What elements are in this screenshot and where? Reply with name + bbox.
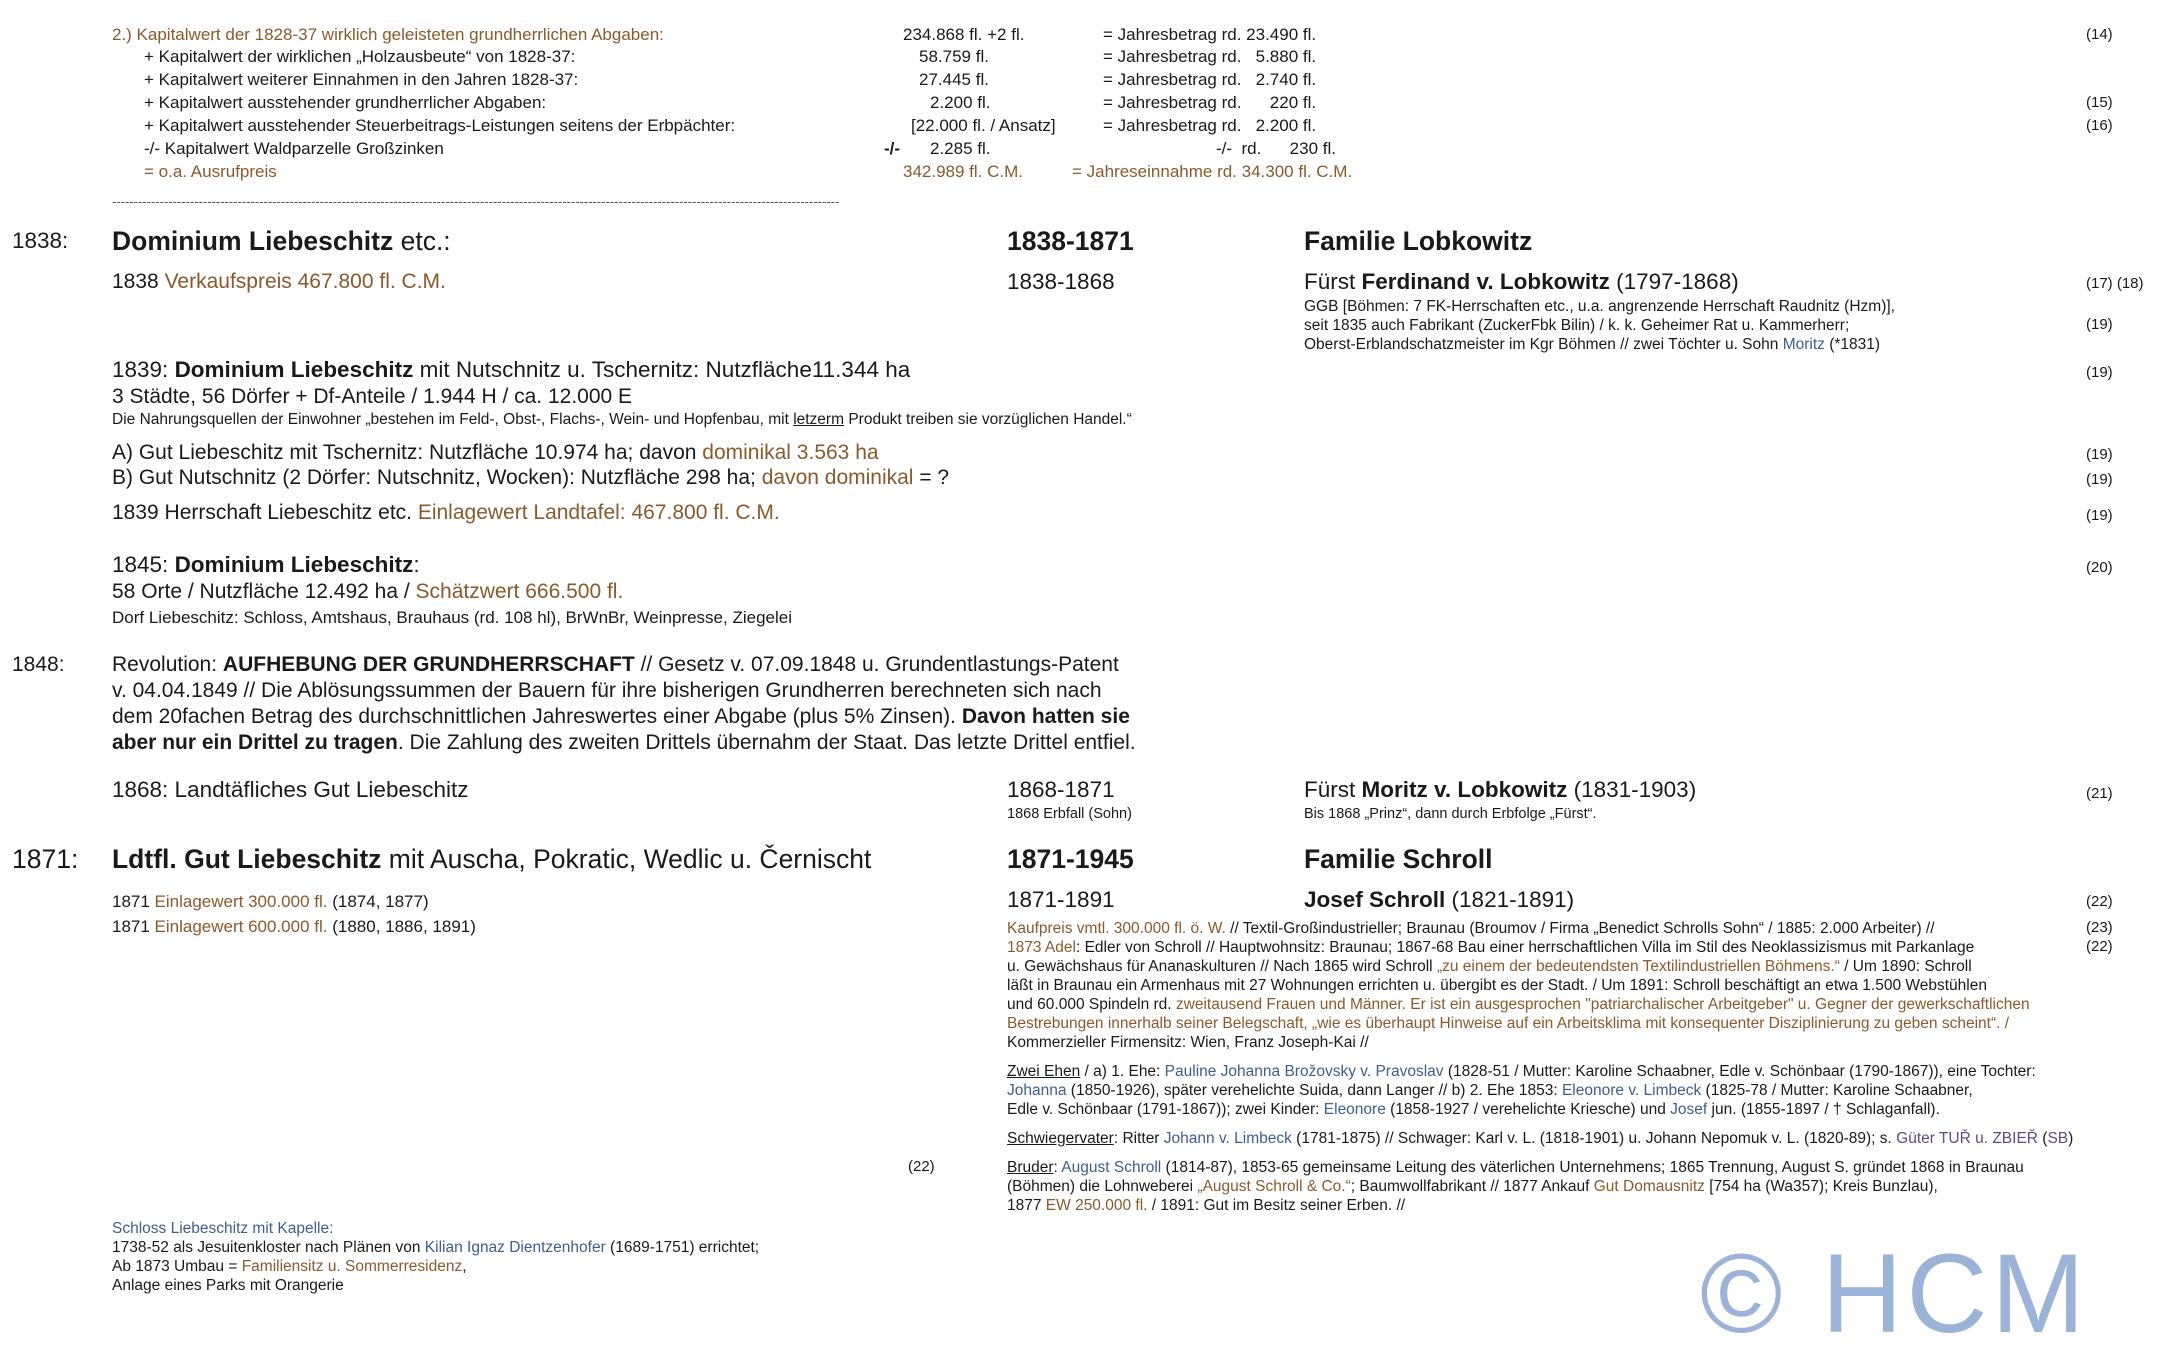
schroll-p1-l3-pre: u. Gewächshaus für Ananaskulturen // Nach 1865 wird Schroll	[1007, 958, 1437, 975]
calc-row-1-label-text: 2.) Kapitalwert der 1828-37 wirklich geleisteten grundherrlichen Abgaben:	[112, 25, 664, 44]
calc-row-1-label	[112, 24, 664, 45]
calc-row-6-value: 2.285 fl.	[930, 139, 991, 158]
schroll-p1-l3-br: „zu einem der bedeutendsten Textilindustriellen Böhmens.“	[1436, 958, 1840, 975]
schroll-p1-l2-br: 1873 Adel	[1007, 939, 1076, 956]
s1848-l3-bold: Davon hatten sie	[961, 705, 1130, 728]
period-1871-1945: 1871-1945	[1007, 844, 1134, 874]
s1839-a-ref: (19)	[2086, 446, 2113, 463]
calc-row-6-prefix: -/-	[884, 139, 901, 158]
s1848-line-3	[112, 704, 1130, 730]
calc-row-5-ref: (16)	[2086, 117, 2113, 134]
calc-row-2-label: + Kapitalwert der wirklichen „Holzausbeute“ von 1828-37:	[144, 47, 576, 66]
calc-row-6-rhs: -/- rd. 230 fl.	[1216, 139, 1336, 158]
schroll-p2-l1-bl: Pauline Johanna Brožovsky v. Pravoslav	[1164, 1063, 1444, 1080]
ferdinand-note-2-ref: (19)	[2086, 316, 2113, 333]
schroll-p1-l1-ref: (23)	[2086, 919, 2113, 936]
schroll-p2-l1-post: (1828-51 / Mutter: Karoline Schaabner, Edle v. Schönbaar (1790-1867)), eine Tochter:	[1443, 1063, 2036, 1080]
person-ferdinand	[1304, 268, 1739, 296]
schroll-p4-l2	[1007, 1177, 1938, 1196]
s1845-line-2	[112, 579, 623, 605]
s1839-line-1	[112, 356, 910, 384]
schroll-p3-paren-open: (	[2037, 1130, 2048, 1147]
person-josef-name: Josef Schroll	[1304, 887, 1446, 912]
s1839-l1-pre: 1839:	[112, 357, 175, 382]
schroll-p1-l1	[1007, 919, 1935, 938]
s1845-l1-rest: :	[413, 552, 420, 577]
calc-row-6-label: -/- Kapitalwert Waldparzelle Großzinken	[144, 139, 444, 158]
person-ferdinand-pre: Fürst	[1304, 269, 1362, 294]
dashed-divider: ------------------------------------------------------------------------------------------------------------------------------------------------------------------------	[112, 194, 840, 209]
schroll-p1-l2-ref: (22)	[2086, 938, 2113, 955]
calc-row-1-ref: (14)	[2086, 26, 2113, 43]
s1839-l1-bold: Dominium Liebeschitz	[174, 357, 414, 382]
person-moritz-name: Moritz v. Lobkowitz	[1361, 777, 1568, 802]
section-1838-title	[112, 225, 451, 257]
schroll-p4-l2-pre: (Böhmen) die Lohnweberei	[1007, 1178, 1198, 1195]
person-ferdinand-name: Ferdinand v. Lobkowitz	[1361, 269, 1610, 294]
calc-row-2-rhs: = Jahresbetrag rd. 5.880 fl.	[1103, 47, 1317, 66]
period-1838-1868: 1838-1868	[1007, 269, 1115, 294]
s1845-line-1	[112, 551, 420, 579]
schroll-p3-pre: : Ritter	[1113, 1130, 1164, 1147]
s1848-l4-bold: aber nur ein Drittel zu tragen	[112, 731, 398, 754]
person-josef-ref: (22)	[2086, 893, 2113, 910]
ew-1871-a	[112, 891, 429, 912]
schroll-p2-l2-mid: (1850-1926), später verehelichte Suida, dann Langer // b) 2. Ehe 1853:	[1066, 1082, 1562, 1099]
schroll-p1-l4: läßt in Braunau ein Armenhaus mit 27 Wohnungen errichten u. übergibt es der Stadt. / Um 1891: Schroll beschäftigt an etwa 1.500 Webstühlen	[1007, 977, 1987, 994]
calc-row-2-value: 58.759 fl.	[919, 47, 989, 66]
castle-l1	[112, 1238, 759, 1257]
ferdinand-note-1: GGB [Böhmen: 7 FK-Herrschaften etc., u.a. angrenzende Herrschaft Raudnitz (Hzm)],	[1304, 298, 1895, 315]
calc-row-1-value: 234.868 fl. +2 fl.	[903, 25, 1025, 44]
s1839-b-pre: B) Gut Nutschnitz (2 Dörfer: Nutschnitz, Wocken): Nutzfläche 298 ha;	[112, 466, 762, 489]
calc-row-1-rhs: = Jahresbetrag rd. 23.490 fl.	[1103, 25, 1317, 44]
schroll-p2-l1	[1007, 1062, 2036, 1081]
s1848-l1-bold: AUFHEBUNG DER GRUNDHERRSCHAFT	[222, 653, 635, 676]
s1839-l3-u: letzerm	[793, 411, 845, 428]
ew-1871-b	[112, 916, 476, 937]
castle-l2-br: Familiensitz u. Sommerresidenz	[241, 1258, 463, 1275]
schroll-p4-l2-mid: ; Baumwollfabrikant // 1877 Ankauf	[1350, 1178, 1594, 1195]
section-1871-title-rest: mit Auscha, Pokratic, Wedlic u. Černischt	[381, 844, 872, 874]
period-1871-1891: 1871-1891	[1007, 887, 1115, 912]
ew-1871-a-post: (1874, 1877)	[327, 892, 429, 911]
ferdinand-note-2: seit 1835 auch Fabrikant (ZuckerFbk Bilin) / k. k. Geheimer Rat u. Kammerherr;	[1304, 317, 1850, 334]
ferdinand-note-3	[1304, 335, 1880, 354]
schroll-p1-l1-rest: // Textil-Großindustrieller; Braunau (Broumov / Firma „Benedict Schrolls Sohn“ / 1885: 2.000 Arbeiter) //	[1225, 920, 1935, 937]
person-moritz	[1304, 776, 1696, 804]
schroll-p2-l3-bl2: Josef	[1670, 1101, 1708, 1118]
s1848-line-1	[112, 652, 1119, 678]
person-moritz-pre: Fürst	[1304, 777, 1362, 802]
section-1838-title-bold: Dominium Liebeschitz	[112, 226, 394, 256]
schroll-p4-l3-pre: 1877	[1007, 1197, 1046, 1214]
schroll-p1-l2	[1007, 938, 1974, 957]
schroll-p3-mid: (1781-1875) // Schwager: Karl v. L. (1818-1901) u. Johann Nepomuk v. L. (1820-89); s.	[1291, 1130, 1897, 1147]
s1839-c-br: Einlagewert Landtafel: 467.800 fl. C.M.	[417, 501, 780, 524]
ew-1871-b-pre: 1871	[112, 917, 155, 936]
ferdinand-note-3-moritz: Moritz	[1782, 336, 1825, 353]
schroll-p2-l2	[1007, 1081, 1973, 1100]
schroll-p4-bl: August Schroll	[1061, 1159, 1162, 1176]
calc-row-4-ref: (15)	[2086, 94, 2113, 111]
s1839-c-ref: (19)	[2086, 507, 2113, 524]
schroll-p2-l2-bl2: Eleonore v. Limbeck	[1561, 1082, 1702, 1099]
s1848-line-2: v. 04.04.1849 // Die Ablösungssummen der Bauern für ihre bisherigen Grundherren berechneten sich nach	[112, 679, 1102, 702]
left-ref-22: (22)	[908, 1158, 935, 1175]
calc-row-4-label: + Kapitalwert ausstehender grundherrlicher Abgaben:	[144, 93, 547, 112]
calc-row-4-rhs: = Jahresbetrag rd. 220 fl.	[1103, 93, 1317, 112]
ferdinand-note-3-after: (*1831)	[1824, 336, 1881, 353]
schroll-p4-l1-post: (1814-87), 1853-65 gemeinsame Leitung des väterlichen Unternehmens; 1865 Trennung, August S. gründet 1868 in Braunau	[1161, 1159, 2024, 1176]
person-josef-years: (1821-1891)	[1445, 887, 1575, 912]
family-schroll: Familie Schroll	[1304, 844, 1493, 874]
ferdinand-note-3-text: Oberst-Erblandschatzmeister im Kgr Böhmen // zwei Töchter u. Sohn	[1304, 336, 1783, 353]
calc-row-5-label: + Kapitalwert ausstehender Steuerbeitrags-Leistungen seitens der Erbpächter:	[144, 116, 736, 135]
s1839-b-br: davon dominikal	[761, 466, 914, 489]
s1839-line-a	[112, 440, 879, 466]
person-josef-schroll	[1304, 886, 1574, 914]
schroll-p4-l2-br: „August Schroll & Co.“	[1197, 1178, 1351, 1195]
schroll-p1-l5-br: zweitausend Frauen und Männer. Er ist ein ausgesprochen "patriarchalischer Arbeitgeber" u. Gegner der gewerkschaftlichen	[1175, 996, 2030, 1013]
period-1868-1871: 1868-1871	[1007, 777, 1115, 802]
person-ferdinand-years: (1797-1868)	[1609, 269, 1739, 294]
schroll-p1-l2-rest: : Edler von Schroll // Hauptwohnsitz: Braunau; 1867-68 Bau einer herrschaftlichen Villa im Stil des Neoklassizismus mit Parkanlage	[1075, 939, 1975, 956]
year-1848: 1848:	[12, 653, 65, 676]
s1848-l1-rest: // Gesetz v. 07.09.1848 u. Grundentlastungs-Patent	[634, 653, 1119, 676]
s1839-l1-ref: (19)	[2086, 364, 2113, 381]
schroll-p1-l5-pre: und 60.000 Spindeln rd.	[1007, 996, 1176, 1013]
s1839-b-ref: (19)	[2086, 471, 2113, 488]
ref-17-18: (17) (18)	[2086, 275, 2144, 292]
schroll-p2-l3-bl: Eleonore	[1323, 1101, 1386, 1118]
year-1871: 1871:	[12, 844, 79, 874]
s1845-ref: (20)	[2086, 559, 2113, 576]
s1839-l3-pre: Die Nahrungsquellen der Einwohner „bestehen im Feld-, Obst-, Flachs-, Wein- und Hopfenbau, mit	[112, 411, 794, 428]
schroll-p4-u: Bruder	[1007, 1159, 1054, 1176]
section-1871-title	[112, 843, 871, 875]
castle-l3: Anlage eines Parks mit Orangerie	[112, 1277, 344, 1294]
schroll-p1-l3-post: / Um 1890: Schroll	[1839, 958, 1972, 975]
s1839-b-post: = ?	[913, 466, 950, 489]
castle-l1-bl: Kilian Ignaz Dientzenhofer	[424, 1239, 606, 1256]
schroll-p3-pu: Güter TUŘ u. ZBIEŘ	[1896, 1130, 2038, 1147]
sale-price-1838	[112, 269, 446, 295]
s1848-l1-pre: Revolution:	[112, 653, 223, 676]
ew-1871-a-br: Einlagewert 300.000 fl.	[154, 892, 328, 911]
calc-row-5-rhs: = Jahresbetrag rd. 2.200 fl.	[1103, 116, 1317, 135]
year-1838: 1838:	[12, 228, 69, 253]
s1845-line-3: Dorf Liebeschitz: Schloss, Amtshaus, Brauhaus (rd. 108 hl), BrWnBr, Weinpresse, Ziegelei	[112, 608, 792, 627]
schroll-p2-l1-pre: / a) 1. Ehe:	[1080, 1063, 1165, 1080]
schroll-p2-l3-mid: (1858-1927 / verehelichte Kriesche) und	[1385, 1101, 1671, 1118]
schroll-p3-u: Schwiegervater	[1007, 1130, 1114, 1147]
calc-row-7-value: 342.989 fl. C.M.	[903, 162, 1024, 181]
s1848-line-4	[112, 730, 1136, 756]
schroll-p3	[1007, 1129, 2073, 1148]
schroll-p1-l5	[1007, 995, 2030, 1014]
s1868-left: 1868: Landtäfliches Gut Liebeschitz	[112, 777, 469, 802]
schroll-p4-l3-post: / 1891: Gut im Besitz seiner Erben. //	[1147, 1197, 1406, 1214]
schroll-p4-l1	[1007, 1158, 2024, 1177]
s1839-line-2: 3 Städte, 56 Dörfer + Df-Anteile / 1.944 H / ca. 12.000 E	[112, 385, 633, 408]
schroll-p1-l6: Bestrebungen innerhalb seiner Belegschaft, „wie es überhaupt Hinweise auf ein Arbeitsklima mit konsequenter Disziplinierung zu geben scheint“. /	[1007, 1015, 2010, 1032]
castle-l1-pre: 1738-52 als Jesuitenkloster nach Plänen von	[112, 1239, 425, 1256]
period-1868-note: 1868 Erbfall (Sohn)	[1007, 806, 1132, 822]
period-1838-1871: 1838-1871	[1007, 226, 1134, 256]
sale-price-value: Verkaufspreis 467.800 fl. C.M.	[164, 270, 446, 293]
schroll-p4-l2-br2: Gut Domausnitz	[1593, 1178, 1705, 1195]
s1839-line-c	[112, 500, 780, 526]
schroll-p4-pre: :	[1053, 1159, 1062, 1176]
calc-row-5-value: [22.000 fl. / Ansatz]	[911, 116, 1056, 135]
s1839-l3-post: Produkt treiben sie vorzüglichen Handel.“	[844, 411, 1132, 428]
ew-1871-b-br: Einlagewert 600.000 fl.	[154, 917, 328, 936]
s1848-l3-pre: dem 20fachen Betrag des durchschnittlichen Jahreswertes einer Abgabe (plus 5% Zinsen).	[112, 705, 962, 728]
schroll-p2-l2-post: (1825-78 / Mutter: Karoline Schaabner,	[1701, 1082, 1973, 1099]
calc-row-7-label: = o.a. Ausrufpreis	[144, 162, 277, 181]
s1848-l4-rest: . Die Zahlung des zweiten Drittels übernahm der Staat. Das letzte Drittel entfiel.	[397, 731, 1136, 754]
s1839-a-pre: A) Gut Liebeschitz mit Tschernitz: Nutzfläche 10.974 ha; davon	[112, 441, 703, 464]
calc-row-7-rhs: = Jahreseinnahme rd. 34.300 fl. C.M.	[1072, 162, 1353, 181]
person-moritz-note: Bis 1868 „Prinz“, dann durch Erbfolge „Fürst“.	[1304, 806, 1597, 822]
schroll-p2-l1-u: Zwei Ehen	[1007, 1063, 1081, 1080]
schroll-p3-paren-close: )	[2068, 1130, 2074, 1147]
schroll-p1-l7: Kommerzieller Firmensitz: Wien, Franz Joseph-Kai //	[1007, 1034, 1369, 1051]
family-lobkowitz: Familie Lobkowitz	[1304, 226, 1533, 256]
schroll-p2-l2-bl: Johanna	[1007, 1082, 1067, 1099]
s1839-a-br: dominikal 3.563 ha	[702, 441, 879, 464]
s1839-c-pre: 1839 Herrschaft Liebeschitz etc.	[112, 501, 418, 524]
calc-row-3-value: 27.445 fl.	[919, 70, 989, 89]
ew-1871-a-pre: 1871	[112, 892, 155, 911]
castle-l1-post: (1689-1751) errichtet;	[605, 1239, 760, 1256]
person-moritz-years: (1831-1903)	[1567, 777, 1697, 802]
s1839-line-3	[112, 410, 1132, 429]
castle-l2	[112, 1257, 467, 1276]
ew-1871-b-post: (1880, 1886, 1891)	[327, 917, 476, 936]
s1868-ref: (21)	[2086, 785, 2113, 802]
s1845-l1-pre: 1845:	[112, 552, 175, 577]
s1845-l2-pre: 58 Orte / Nutzfläche 12.492 ha /	[112, 580, 416, 603]
schroll-p3-bl: Johann v. Limbeck	[1163, 1130, 1292, 1147]
schroll-p4-l2-post: [754 ha (Wa357); Kreis Bunzlau),	[1704, 1178, 1938, 1195]
schroll-p4-l3	[1007, 1196, 1405, 1215]
calc-row-3-label: + Kapitalwert weiterer Einnahmen in den Jahren 1828-37:	[144, 70, 579, 89]
castle-l2-post: ,	[462, 1258, 467, 1275]
calc-row-3-rhs: = Jahresbetrag rd. 2.740 fl.	[1103, 70, 1317, 89]
calc-row-4-value: 2.200 fl.	[930, 93, 991, 112]
schroll-p2-l3	[1007, 1100, 1940, 1119]
s1839-line-b	[112, 465, 949, 491]
castle-title: Schloss Liebeschitz mit Kapelle:	[112, 1220, 334, 1237]
schroll-p2-l3-post: jun. (1855-1897 / † Schlaganfall).	[1707, 1101, 1940, 1118]
schroll-p1-l1-br: Kaufpreis vmtl. 300.000 fl. ö. W.	[1007, 920, 1226, 937]
schroll-p3-pu2: SB	[2047, 1130, 2069, 1147]
section-1871-title-bold: Ldtfl. Gut Liebeschitz	[112, 844, 382, 874]
schroll-p4-l3-br: EW 250.000 fl.	[1045, 1197, 1148, 1214]
sale-price-prefix: 1838	[112, 270, 165, 293]
s1839-l1-rest: mit Nutschnitz u. Tschernitz: Nutzfläche11.344 ha	[413, 357, 911, 382]
schroll-p1-l3	[1007, 957, 1972, 976]
castle-l2-pre: Ab 1873 Umbau =	[112, 1258, 242, 1275]
s1845-l2-br: Schätzwert 666.500 fl.	[415, 580, 624, 603]
copyright-watermark: © HCM	[1700, 1231, 2089, 1356]
schroll-p2-l3-pre: Edle v. Schönbaar (1791-1867)); zwei Kinder:	[1007, 1101, 1324, 1118]
section-1838-title-rest: etc.:	[393, 226, 451, 256]
s1845-l1-bold: Dominium Liebeschitz	[174, 552, 414, 577]
